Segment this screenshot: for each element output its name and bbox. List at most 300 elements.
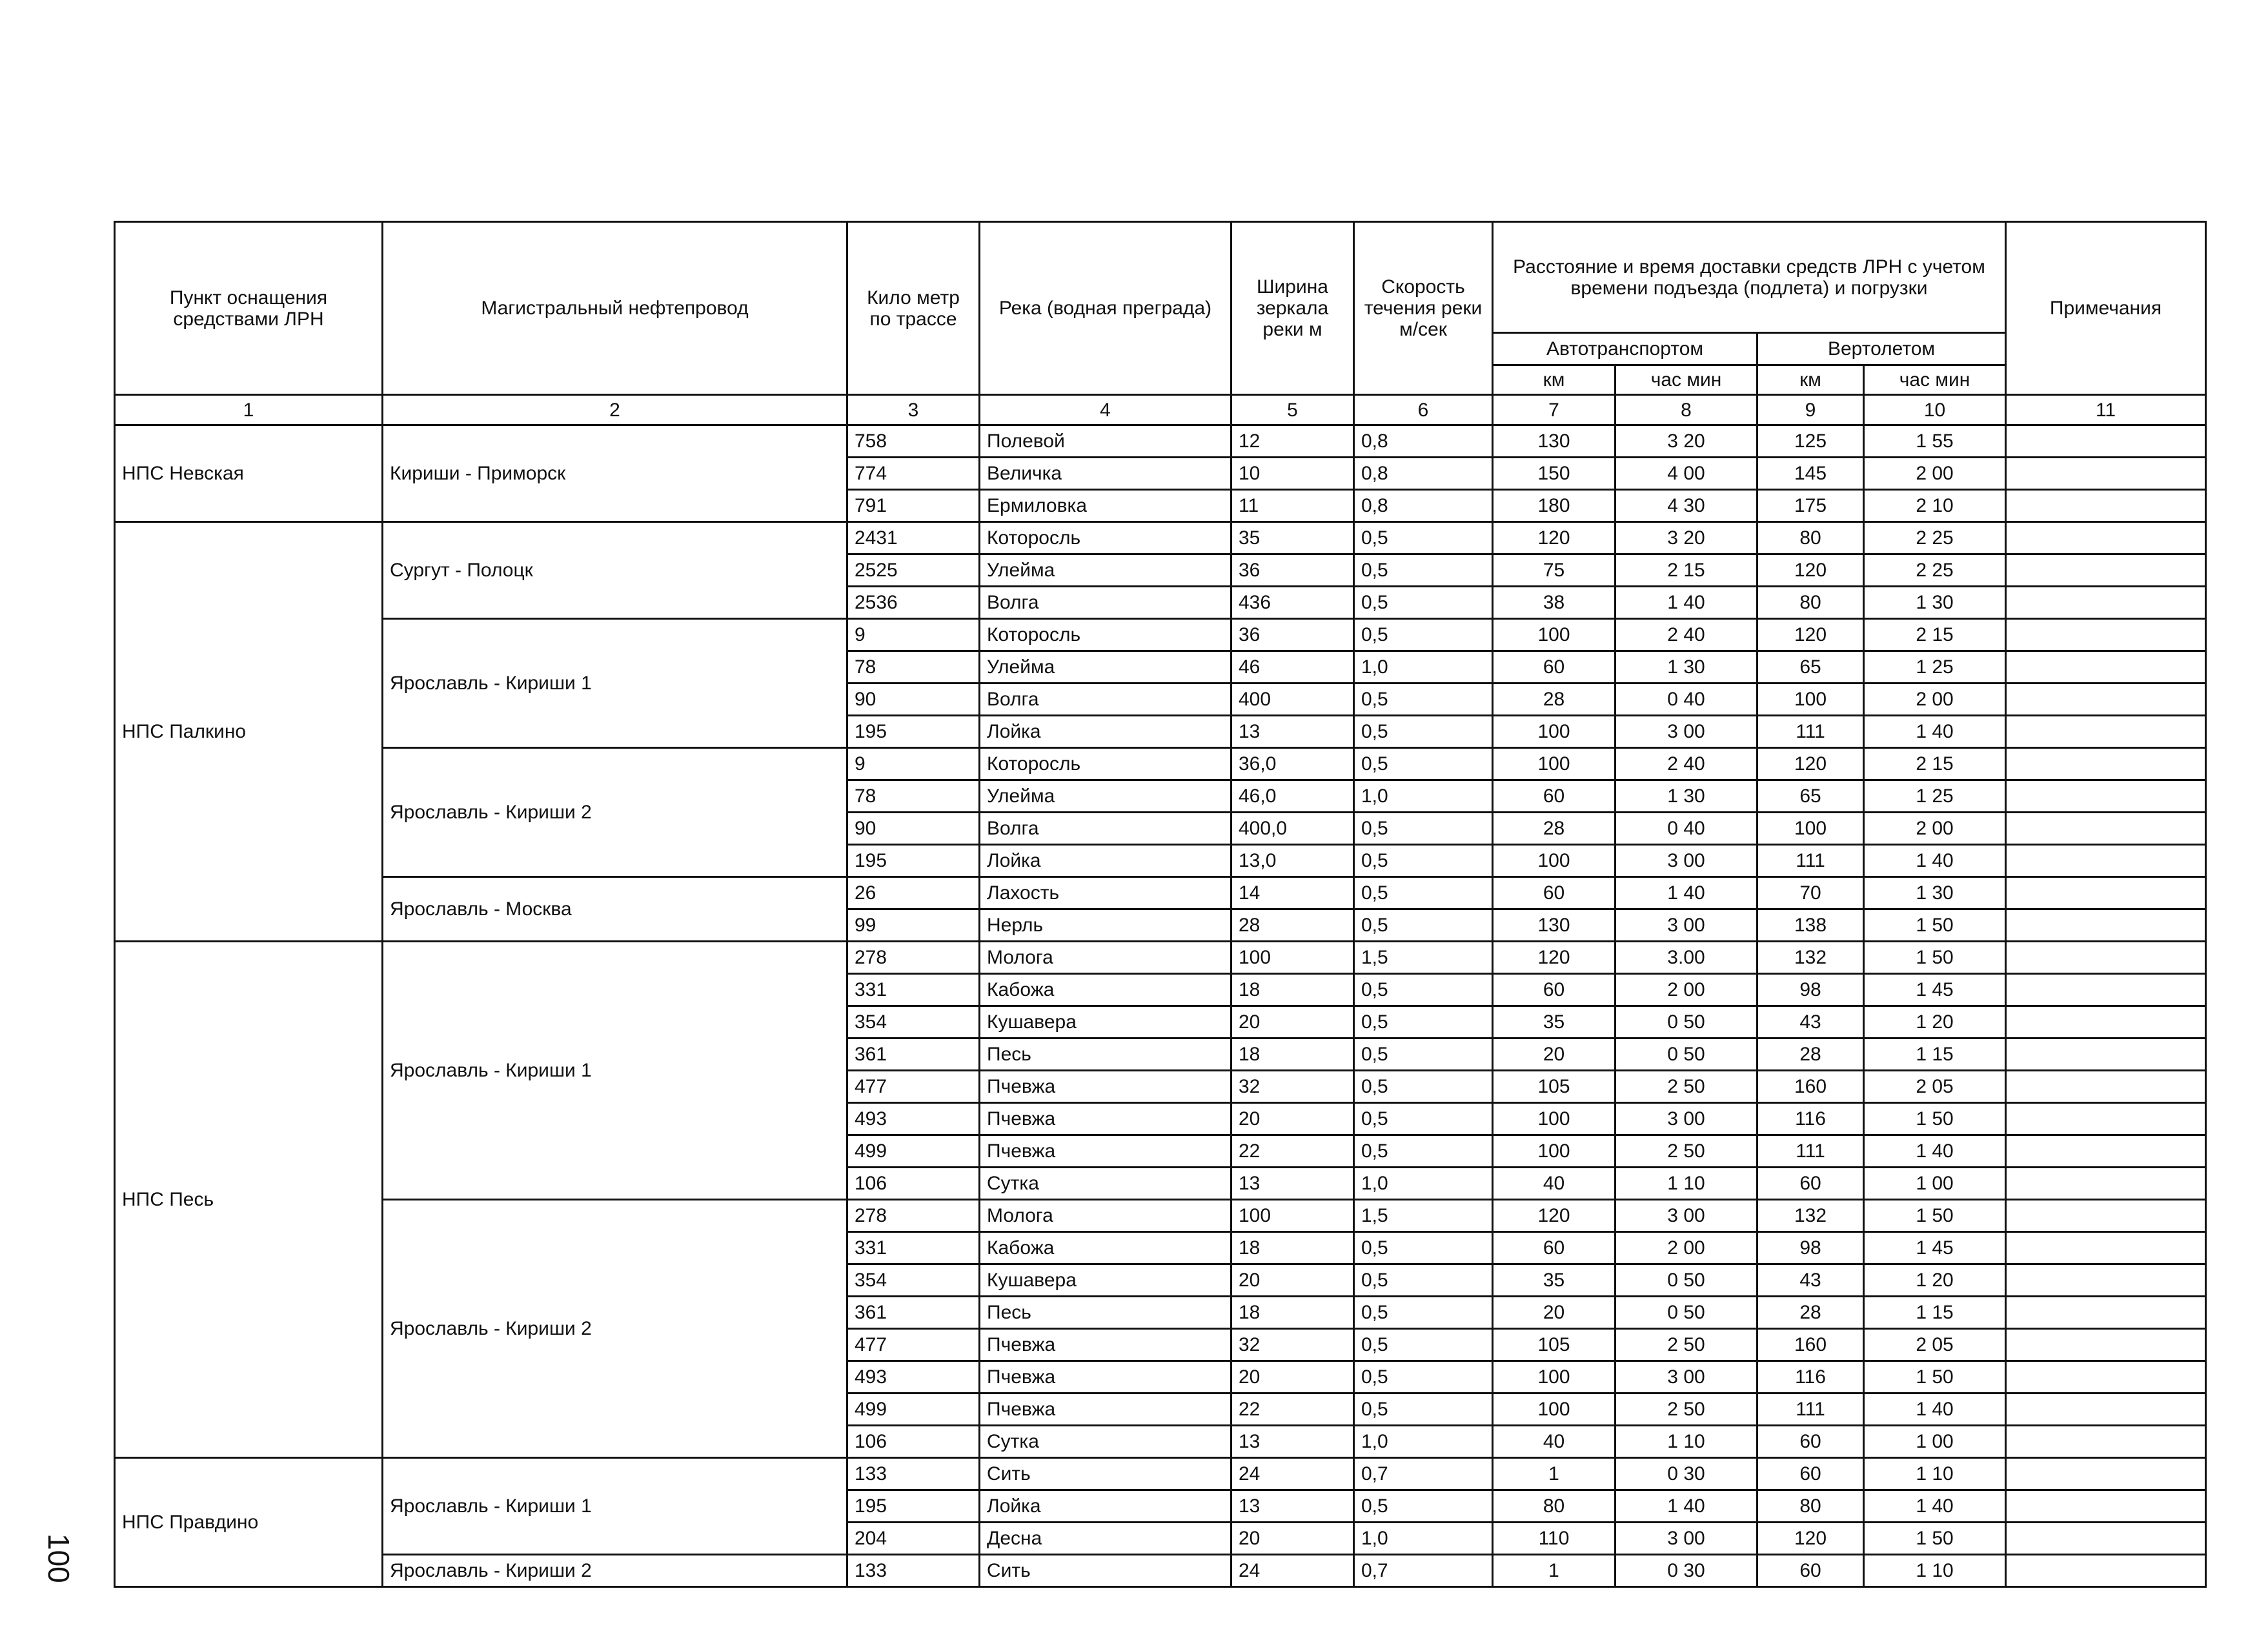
width-cell: 32 [1231, 1329, 1354, 1361]
column-number: 3 [847, 395, 980, 425]
notes-cell [2006, 780, 2206, 813]
heli-km-cell: 60 [1757, 1168, 1864, 1200]
heli-time-cell: 1 25 [1864, 780, 2006, 813]
width-cell: 100 [1231, 942, 1354, 974]
heli-km-cell: 132 [1757, 1200, 1864, 1232]
river-cell: Волга [980, 587, 1231, 619]
heli-km-cell: 160 [1757, 1071, 1864, 1103]
river-crossings-table [114, 221, 2207, 1588]
auto-time-cell: 0 40 [1615, 813, 1757, 845]
heli-km-cell: 100 [1757, 684, 1864, 716]
heli-km-cell: 125 [1757, 425, 1864, 458]
speed-cell: 0,5 [1354, 974, 1493, 1006]
river-cell: Пчевжа [980, 1393, 1231, 1426]
speed-cell: 0,5 [1354, 522, 1493, 554]
heli-time-cell: 1 50 [1864, 1103, 2006, 1135]
column-number: 1 [115, 395, 383, 425]
river-cell: Волга [980, 813, 1231, 845]
table-header [115, 222, 2206, 425]
table-row [115, 619, 2206, 651]
heli-time-cell: 1 50 [1864, 942, 2006, 974]
width-cell: 36 [1231, 619, 1354, 651]
auto-time-cell: 0 50 [1615, 1264, 1757, 1297]
heli-km-cell: 43 [1757, 1006, 1864, 1038]
heli-time-cell: 1 50 [1864, 909, 2006, 942]
speed-cell: 0,5 [1354, 1329, 1493, 1361]
river-cell: Нерль [980, 909, 1231, 942]
width-cell: 35 [1231, 522, 1354, 554]
km-cell: 90 [847, 684, 980, 716]
km-cell: 758 [847, 425, 980, 458]
auto-time-cell: 1 40 [1615, 587, 1757, 619]
header-width: Ширина зеркала реки м [1231, 222, 1354, 395]
notes-cell [2006, 1361, 2206, 1393]
header-auto-time: час мин [1615, 365, 1757, 395]
width-cell: 13,0 [1231, 845, 1354, 877]
river-cell: Сутка [980, 1168, 1231, 1200]
auto-km-cell: 40 [1493, 1168, 1615, 1200]
heli-km-cell: 111 [1757, 716, 1864, 748]
river-cell: Улейма [980, 554, 1231, 587]
notes-cell [2006, 1555, 2206, 1587]
heli-time-cell: 1 20 [1864, 1006, 2006, 1038]
km-cell: 26 [847, 877, 980, 909]
auto-km-cell: 80 [1493, 1490, 1615, 1523]
notes-cell [2006, 619, 2206, 651]
notes-cell [2006, 1135, 2206, 1168]
km-cell: 2525 [847, 554, 980, 587]
width-cell: 36 [1231, 554, 1354, 587]
auto-time-cell: 3 00 [1615, 716, 1757, 748]
heli-km-cell: 70 [1757, 877, 1864, 909]
auto-km-cell: 100 [1493, 716, 1615, 748]
auto-km-cell: 100 [1493, 1361, 1615, 1393]
notes-cell [2006, 974, 2206, 1006]
auto-time-cell: 4 00 [1615, 458, 1757, 490]
width-cell: 18 [1231, 1232, 1354, 1264]
auto-km-cell: 20 [1493, 1297, 1615, 1329]
river-cell: Молога [980, 1200, 1231, 1232]
km-cell: 195 [847, 1490, 980, 1523]
river-cell: Лойка [980, 845, 1231, 877]
auto-time-cell: 3 00 [1615, 1200, 1757, 1232]
km-cell: 361 [847, 1038, 980, 1071]
auto-km-cell: 120 [1493, 1200, 1615, 1232]
auto-time-cell: 4 30 [1615, 490, 1757, 522]
speed-cell: 1,0 [1354, 1168, 1493, 1200]
river-cell: Песь [980, 1297, 1231, 1329]
auto-km-cell: 105 [1493, 1071, 1615, 1103]
auto-km-cell: 60 [1493, 974, 1615, 1006]
notes-cell [2006, 651, 2206, 684]
speed-cell: 0,5 [1354, 619, 1493, 651]
auto-km-cell: 100 [1493, 748, 1615, 780]
column-number: 9 [1757, 395, 1864, 425]
heli-time-cell: 1 40 [1864, 845, 2006, 877]
heli-time-cell: 1 40 [1864, 1490, 2006, 1523]
km-cell: 791 [847, 490, 980, 522]
notes-cell [2006, 684, 2206, 716]
speed-cell: 0,5 [1354, 813, 1493, 845]
heli-time-cell: 1 30 [1864, 877, 2006, 909]
km-cell: 2431 [847, 522, 980, 554]
auto-km-cell: 150 [1493, 458, 1615, 490]
km-cell: 278 [847, 942, 980, 974]
header-auto: Автотранспортом [1493, 333, 1757, 365]
km-cell: 493 [847, 1103, 980, 1135]
speed-cell: 0,5 [1354, 1038, 1493, 1071]
auto-time-cell: 0 50 [1615, 1006, 1757, 1038]
heli-time-cell: 1 30 [1864, 587, 2006, 619]
width-cell: 12 [1231, 425, 1354, 458]
speed-cell: 0,5 [1354, 1071, 1493, 1103]
width-cell: 20 [1231, 1006, 1354, 1038]
column-number: 8 [1615, 395, 1757, 425]
km-cell: 78 [847, 651, 980, 684]
speed-cell: 0,5 [1354, 1264, 1493, 1297]
heli-km-cell: 132 [1757, 942, 1864, 974]
auto-time-cell: 3 20 [1615, 425, 1757, 458]
notes-cell [2006, 1264, 2206, 1297]
heli-time-cell: 1 20 [1864, 1264, 2006, 1297]
header-pipeline: Магистральный нефтепровод [383, 222, 847, 395]
table-row [115, 1458, 2206, 1490]
km-cell: 195 [847, 716, 980, 748]
auto-km-cell: 100 [1493, 845, 1615, 877]
station-cell: НПС Правдино [115, 1458, 383, 1587]
river-cell: Которосль [980, 522, 1231, 554]
river-cell: Улейма [980, 651, 1231, 684]
speed-cell: 0,5 [1354, 554, 1493, 587]
auto-km-cell: 20 [1493, 1038, 1615, 1071]
heli-km-cell: 100 [1757, 813, 1864, 845]
auto-time-cell: 3 00 [1615, 909, 1757, 942]
header-heli-km: км [1757, 365, 1864, 395]
auto-km-cell: 100 [1493, 1135, 1615, 1168]
heli-km-cell: 120 [1757, 748, 1864, 780]
speed-cell: 1,0 [1354, 1523, 1493, 1555]
pipeline-cell: Ярославль - Кириши 1 [383, 942, 847, 1200]
heli-km-cell: 65 [1757, 651, 1864, 684]
auto-km-cell: 120 [1493, 942, 1615, 974]
auto-km-cell: 100 [1493, 619, 1615, 651]
speed-cell: 0,5 [1354, 1490, 1493, 1523]
auto-km-cell: 28 [1493, 813, 1615, 845]
heli-km-cell: 80 [1757, 522, 1864, 554]
width-cell: 20 [1231, 1103, 1354, 1135]
river-cell: Молога [980, 942, 1231, 974]
heli-km-cell: 111 [1757, 1135, 1864, 1168]
width-cell: 18 [1231, 1297, 1354, 1329]
table-row [115, 942, 2206, 974]
auto-km-cell: 28 [1493, 684, 1615, 716]
table-row [115, 1555, 2206, 1587]
notes-cell [2006, 490, 2206, 522]
km-cell: 9 [847, 748, 980, 780]
heli-km-cell: 120 [1757, 554, 1864, 587]
notes-cell [2006, 1490, 2206, 1523]
table-body [115, 425, 2206, 1587]
width-cell: 22 [1231, 1393, 1354, 1426]
auto-time-cell: 3 00 [1615, 1361, 1757, 1393]
heli-time-cell: 2 15 [1864, 748, 2006, 780]
station-cell: НПС Невская [115, 425, 383, 522]
table-row [115, 748, 2206, 780]
table-row [115, 877, 2206, 909]
notes-cell [2006, 813, 2206, 845]
heli-km-cell: 60 [1757, 1458, 1864, 1490]
column-number: 4 [980, 395, 1231, 425]
width-cell: 14 [1231, 877, 1354, 909]
heli-km-cell: 28 [1757, 1038, 1864, 1071]
header-heli-time: час мин [1864, 365, 2006, 395]
speed-cell: 0,5 [1354, 1006, 1493, 1038]
column-number: 7 [1493, 395, 1615, 425]
width-cell: 13 [1231, 716, 1354, 748]
page-number: 100 [42, 1534, 76, 1583]
column-number: 10 [1864, 395, 2006, 425]
auto-time-cell: 0 30 [1615, 1458, 1757, 1490]
river-cell: Пчевжа [980, 1135, 1231, 1168]
heli-time-cell: 1 50 [1864, 1200, 2006, 1232]
km-cell: 331 [847, 1232, 980, 1264]
speed-cell: 0,5 [1354, 877, 1493, 909]
width-cell: 18 [1231, 974, 1354, 1006]
auto-km-cell: 130 [1493, 909, 1615, 942]
km-cell: 133 [847, 1555, 980, 1587]
speed-cell: 0,5 [1354, 748, 1493, 780]
river-cell: Кушавера [980, 1264, 1231, 1297]
pipeline-cell: Ярославль - Кириши 2 [383, 748, 847, 877]
width-cell: 22 [1231, 1135, 1354, 1168]
river-cell: Десна [980, 1523, 1231, 1555]
speed-cell: 0,5 [1354, 1135, 1493, 1168]
heli-km-cell: 120 [1757, 619, 1864, 651]
column-number: 6 [1354, 395, 1493, 425]
auto-km-cell: 100 [1493, 1103, 1615, 1135]
auto-km-cell: 40 [1493, 1426, 1615, 1458]
auto-time-cell: 1 30 [1615, 780, 1757, 813]
notes-cell [2006, 587, 2206, 619]
speed-cell: 1,5 [1354, 942, 1493, 974]
km-cell: 774 [847, 458, 980, 490]
heli-time-cell: 1 15 [1864, 1297, 2006, 1329]
km-cell: 278 [847, 1200, 980, 1232]
auto-km-cell: 35 [1493, 1264, 1615, 1297]
auto-time-cell: 2 50 [1615, 1393, 1757, 1426]
width-cell: 400,0 [1231, 813, 1354, 845]
heli-time-cell: 2 25 [1864, 554, 2006, 587]
speed-cell: 1,0 [1354, 1426, 1493, 1458]
heli-time-cell: 2 05 [1864, 1329, 2006, 1361]
pipeline-cell: Сургут - Полоцк [383, 522, 847, 619]
heli-km-cell: 28 [1757, 1297, 1864, 1329]
auto-time-cell: 0 30 [1615, 1555, 1757, 1587]
heli-km-cell: 80 [1757, 587, 1864, 619]
km-cell: 90 [847, 813, 980, 845]
table-row [115, 1200, 2206, 1232]
river-cell: Пчевжа [980, 1103, 1231, 1135]
speed-cell: 0,5 [1354, 1393, 1493, 1426]
km-cell: 2536 [847, 587, 980, 619]
heli-time-cell: 1 40 [1864, 1135, 2006, 1168]
heli-time-cell: 2 00 [1864, 458, 2006, 490]
width-cell: 32 [1231, 1071, 1354, 1103]
river-cell: Ермиловка [980, 490, 1231, 522]
auto-km-cell: 60 [1493, 877, 1615, 909]
river-cell: Песь [980, 1038, 1231, 1071]
width-cell: 400 [1231, 684, 1354, 716]
heli-time-cell: 1 10 [1864, 1555, 2006, 1587]
speed-cell: 0,5 [1354, 1232, 1493, 1264]
speed-cell: 1,0 [1354, 780, 1493, 813]
auto-time-cell: 2 00 [1615, 1232, 1757, 1264]
speed-cell: 0,5 [1354, 716, 1493, 748]
km-cell: 493 [847, 1361, 980, 1393]
notes-cell [2006, 877, 2206, 909]
river-cell: Лахость [980, 877, 1231, 909]
auto-km-cell: 100 [1493, 1393, 1615, 1426]
km-cell: 78 [847, 780, 980, 813]
notes-cell [2006, 845, 2206, 877]
heli-km-cell: 138 [1757, 909, 1864, 942]
speed-cell: 0,5 [1354, 1297, 1493, 1329]
notes-cell [2006, 748, 2206, 780]
notes-cell [2006, 1103, 2206, 1135]
river-cell: Лойка [980, 1490, 1231, 1523]
speed-cell: 1,0 [1354, 651, 1493, 684]
auto-time-cell: 2 40 [1615, 619, 1757, 651]
heli-km-cell: 80 [1757, 1490, 1864, 1523]
notes-cell [2006, 942, 2206, 974]
heli-time-cell: 1 15 [1864, 1038, 2006, 1071]
header-heli: Вертолетом [1757, 333, 2006, 365]
header-river: Река (водная преграда) [980, 222, 1231, 395]
auto-km-cell: 130 [1493, 425, 1615, 458]
km-cell: 195 [847, 845, 980, 877]
station-cell: НПС Песь [115, 942, 383, 1458]
river-cell: Волга [980, 684, 1231, 716]
heli-km-cell: 98 [1757, 1232, 1864, 1264]
auto-time-cell: 3 00 [1615, 1103, 1757, 1135]
speed-cell: 0,5 [1354, 1361, 1493, 1393]
width-cell: 436 [1231, 587, 1354, 619]
speed-cell: 0,8 [1354, 490, 1493, 522]
width-cell: 24 [1231, 1458, 1354, 1490]
heli-time-cell: 1 55 [1864, 425, 2006, 458]
header-notes: Примечания [2006, 222, 2206, 395]
auto-time-cell: 2 50 [1615, 1329, 1757, 1361]
heli-km-cell: 111 [1757, 845, 1864, 877]
header-station: Пункт оснащения средствами ЛРН [115, 222, 383, 395]
width-cell: 18 [1231, 1038, 1354, 1071]
river-cell: Кабожа [980, 974, 1231, 1006]
width-cell: 11 [1231, 490, 1354, 522]
header-speed: Скорость течения реки м/сек [1354, 222, 1493, 395]
column-number: 11 [2006, 395, 2206, 425]
km-cell: 9 [847, 619, 980, 651]
auto-time-cell: 2 00 [1615, 974, 1757, 1006]
pipeline-cell: Ярославль - Кириши 1 [383, 619, 847, 748]
river-cell: Пчевжа [980, 1329, 1231, 1361]
auto-time-cell: 3 00 [1615, 845, 1757, 877]
notes-cell [2006, 522, 2206, 554]
heli-time-cell: 2 10 [1864, 490, 2006, 522]
heli-km-cell: 60 [1757, 1555, 1864, 1587]
notes-cell [2006, 1200, 2206, 1232]
heli-km-cell: 111 [1757, 1393, 1864, 1426]
speed-cell: 0,5 [1354, 684, 1493, 716]
column-number: 2 [383, 395, 847, 425]
station-cell: НПС Палкино [115, 522, 383, 942]
auto-km-cell: 105 [1493, 1329, 1615, 1361]
heli-km-cell: 65 [1757, 780, 1864, 813]
km-cell: 499 [847, 1393, 980, 1426]
heli-time-cell: 1 10 [1864, 1458, 2006, 1490]
river-cell: Улейма [980, 780, 1231, 813]
width-cell: 24 [1231, 1555, 1354, 1587]
width-cell: 20 [1231, 1361, 1354, 1393]
heli-km-cell: 116 [1757, 1103, 1864, 1135]
table-row [115, 522, 2206, 554]
auto-km-cell: 1 [1493, 1555, 1615, 1587]
river-cell: Кабожа [980, 1232, 1231, 1264]
river-cell: Величка [980, 458, 1231, 490]
km-cell: 477 [847, 1071, 980, 1103]
heli-time-cell: 1 00 [1864, 1426, 2006, 1458]
heli-km-cell: 160 [1757, 1329, 1864, 1361]
header-km: Кило метр по трассе [847, 222, 980, 395]
notes-cell [2006, 1393, 2206, 1426]
column-number: 5 [1231, 395, 1354, 425]
km-cell: 133 [847, 1458, 980, 1490]
width-cell: 13 [1231, 1426, 1354, 1458]
width-cell: 46,0 [1231, 780, 1354, 813]
heli-km-cell: 60 [1757, 1426, 1864, 1458]
auto-time-cell: 1 40 [1615, 877, 1757, 909]
auto-km-cell: 60 [1493, 1232, 1615, 1264]
heli-time-cell: 1 25 [1864, 651, 2006, 684]
width-cell: 13 [1231, 1168, 1354, 1200]
heli-time-cell: 2 25 [1864, 522, 2006, 554]
auto-time-cell: 2 40 [1615, 748, 1757, 780]
notes-cell [2006, 1297, 2206, 1329]
speed-cell: 0,5 [1354, 587, 1493, 619]
river-cell: Сутка [980, 1426, 1231, 1458]
speed-cell: 0,8 [1354, 458, 1493, 490]
column-number-row [115, 395, 2206, 425]
width-cell: 20 [1231, 1264, 1354, 1297]
heli-time-cell: 2 05 [1864, 1071, 2006, 1103]
width-cell: 28 [1231, 909, 1354, 942]
pipeline-cell: Ярославль - Кириши 2 [383, 1555, 847, 1587]
km-cell: 354 [847, 1264, 980, 1297]
km-cell: 477 [847, 1329, 980, 1361]
auto-time-cell: 3 00 [1615, 1523, 1757, 1555]
heli-km-cell: 116 [1757, 1361, 1864, 1393]
auto-time-cell: 0 40 [1615, 684, 1757, 716]
pipeline-cell: Ярославль - Москва [383, 877, 847, 942]
speed-cell: 1,5 [1354, 1200, 1493, 1232]
km-cell: 354 [847, 1006, 980, 1038]
heli-km-cell: 120 [1757, 1523, 1864, 1555]
river-cell: Пчевжа [980, 1071, 1231, 1103]
speed-cell: 0,5 [1354, 845, 1493, 877]
auto-km-cell: 38 [1493, 587, 1615, 619]
heli-time-cell: 1 50 [1864, 1361, 2006, 1393]
heli-km-cell: 98 [1757, 974, 1864, 1006]
auto-km-cell: 180 [1493, 490, 1615, 522]
